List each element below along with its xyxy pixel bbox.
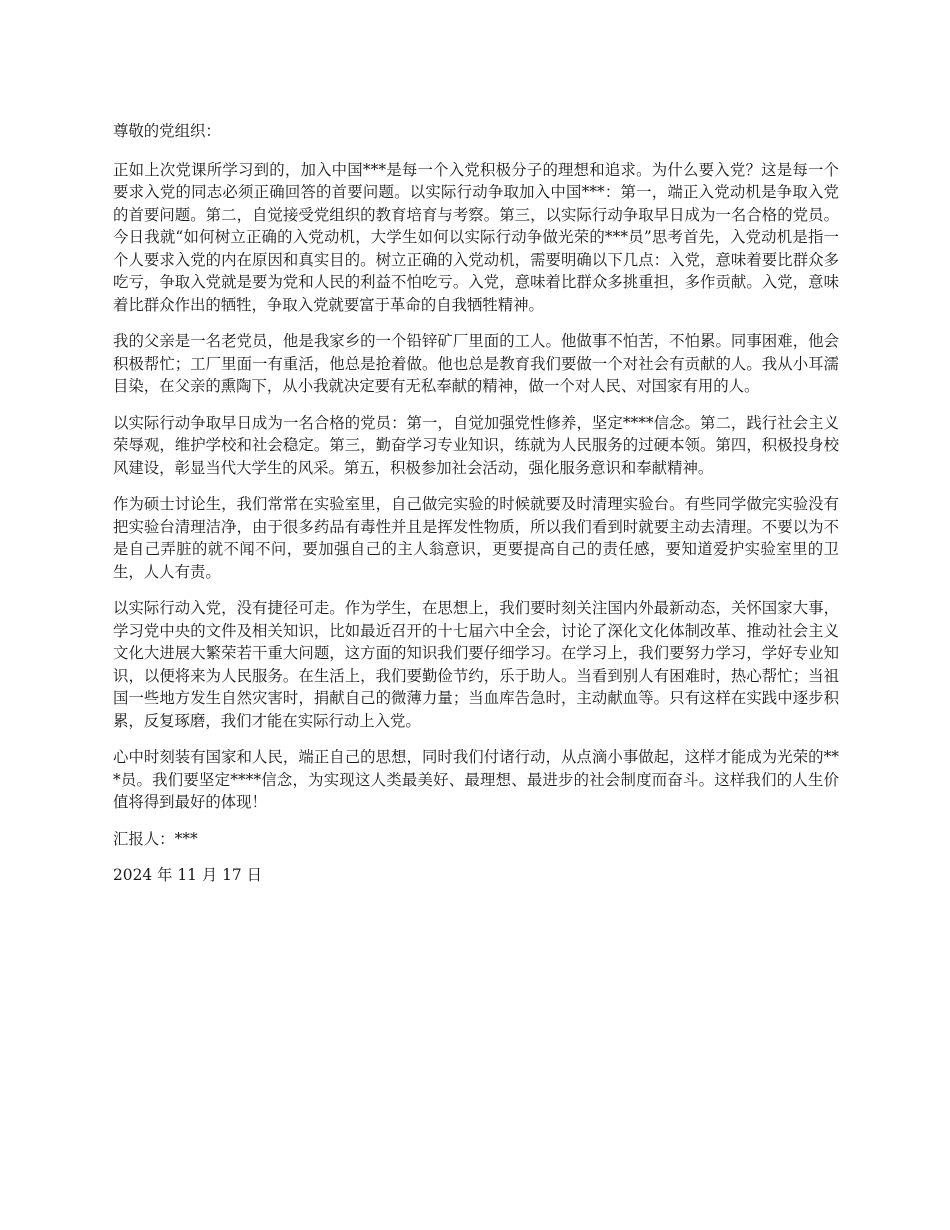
letter-body [113, 120, 839, 901]
signature: 汇报人：*** [113, 829, 198, 848]
date: 2024 年 11 月 17 日 [113, 866, 262, 884]
paragraph-1: 正如上次党课所学习到的，加入中国***是每一个入党积极分子的理想和追求。为什么要入党？这是每一个要求入党的同志必须正确回答的首要问题。以实际行动争取加入中国***：第一，端正入党动机是争取入党的首要问题。第二，自觉接受党组织的教育培育与考察。第三，以实际行动争取早日成为一名合格的党员。今日我就“如何树立正确的入党动机，大学生如何以实际行动争做光荣的***员”思考首先，入党动机是指一个人要求入党的内在原因和真实目的。树立正确的入党动机，需要明确以下几点：入党，意味着要比群众多吃亏，争取入党就是要为党和人民的利益不怕吃亏。入党，意味着比群众多挑重担，多作贡献。入党，意味着比群众作出的牺牲，争取入党就要富于革命的自我牺牲精神。 [113, 160, 839, 314]
paragraph-4: 作为硕士讨论生，我们常常在实验室里，自己做完实验的时候就要及时清理实验台。有些同学做完实验没有把实验台清理洁净，由于很多药品有毒性并且是挥发性物质，所以我们看到时就要主动去清理。不要以为不是自己弄脏的就不闻不问，要加强自己的主人翁意识，更要提高自己的责任感，要知道爱护实验室里的卫生，人人有责。 [113, 495, 839, 581]
paragraph-5: 以实际行动入党，没有捷径可走。作为学生，在思想上，我们要时刻关注国内外最新动态，关怀国家大事，学习党中央的文件及相关知识，比如最近召开的十七届六中全会，讨论了深化文化体制改革、推动社会主义文化大进展大繁荣若干重大问题，这方面的知识我们要仔细学习。在学习上，我们要努力学习，学好专业知识，以便将来为人民服务。在生活上，我们要勤俭节约，乐于助人。当看到别人有困难时，热心帮忙；当祖国一些地方发生自然灾害时，捐献自己的微薄力量；当血库告急时，主动献血等。只有这样在实践中逐步积累，反复琢磨，我们才能在实际行动上入党。 [113, 599, 839, 730]
paragraph-3: 以实际行动争取早日成为一名合格的党员：第一，自觉加强党性修养，坚定****信念。第二，践行社会主义荣辱观，维护学校和社会稳定。第三，勤奋学习专业知识，练就为人民服务的过硬本领。第四，积极投身校风建设，彰显当代大学生的风采。第五，积极参加社会活动，强化服务意识和奉献精神。 [113, 413, 839, 477]
salutation: 尊敬的党组织： [113, 122, 221, 140]
paragraph-6: 心中时刻装有国家和人民，端正自己的思想，同时我们付诸行动，从点滴小事做起，这样才能成为光荣的***员。我们要坚定****信念，为实现这人类最美好、最理想、最进步的社会制度而奋斗。这样我们的人生价值将得到最好的体现！ [113, 748, 839, 811]
paragraph-2: 我的父亲是一名老党员，他是我家乡的一个铅锌矿厂里面的工人。他做事不怕苦，不怕累。同事困难，他会积极帮忙；工厂里面一有重活，他总是抢着做。他也总是教育我们要做一个对社会有贡献的人。我从小耳濡目染，在父亲的熏陶下，从小我就决定要有无私奉献的精神，做一个对人民、对国家有用的人。 [113, 332, 839, 395]
